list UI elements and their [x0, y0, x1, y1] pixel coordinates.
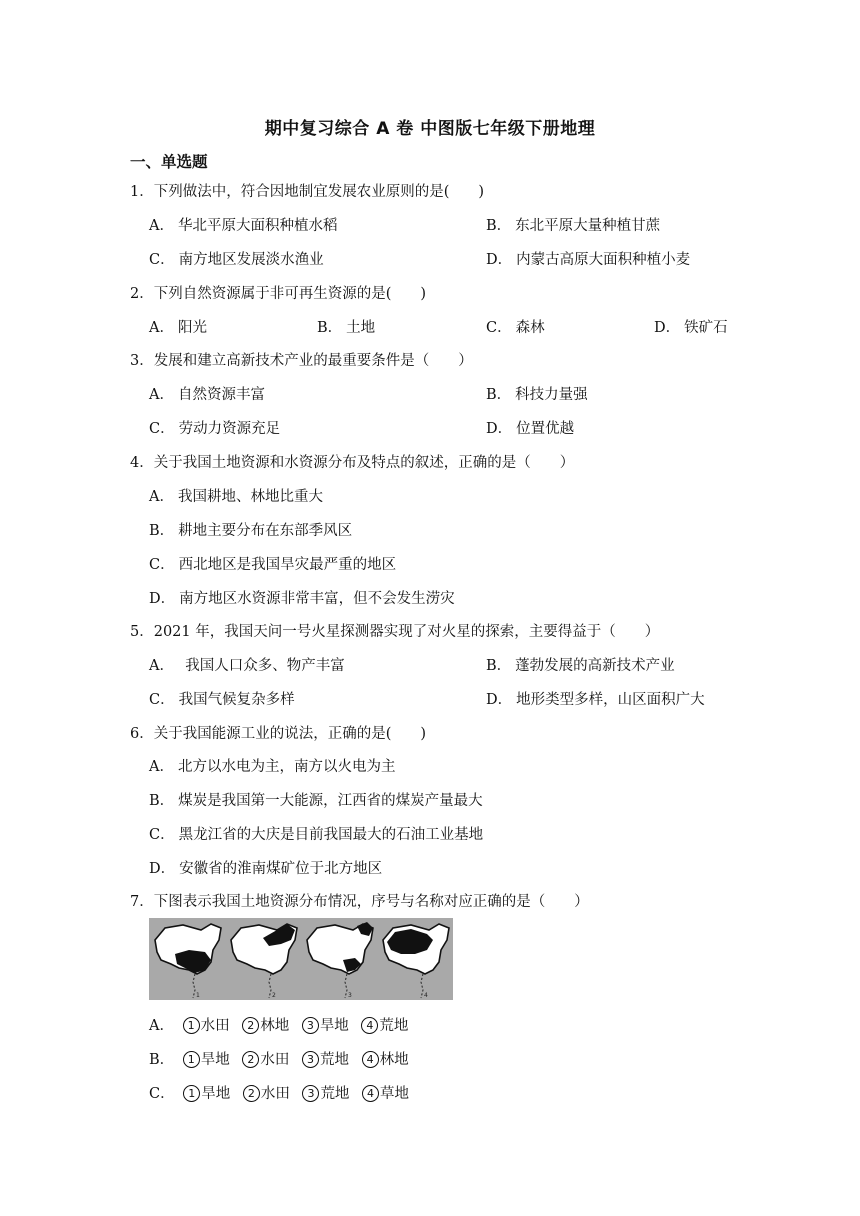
circled-number: 3 — [302, 1051, 319, 1068]
option-text: 煤炭是我国第一大能源，江西省的煤炭产量最大 — [178, 793, 483, 809]
land-type: 水田 — [260, 1086, 290, 1102]
option-key: C． — [149, 1086, 175, 1102]
q4-option-c[interactable] — [149, 553, 396, 574]
q5-option-b[interactable] — [486, 654, 675, 675]
option-key: A． — [149, 1018, 174, 1034]
option-text: 位置优越 — [516, 421, 575, 437]
option-text: 我国人口众多、物产丰富 — [170, 658, 345, 674]
pair-3 — [302, 1086, 349, 1102]
option-text: 自然资源丰富 — [177, 387, 265, 403]
land-type: 旱地 — [319, 1018, 349, 1034]
option-key: D． — [654, 320, 681, 336]
q2-option-b[interactable] — [317, 316, 375, 337]
option-key: A． — [149, 489, 174, 505]
option-key: D． — [486, 421, 513, 437]
map-number-1: 1 — [196, 992, 200, 999]
option-text: 安徽省的淮南煤矿位于北方地区 — [179, 861, 383, 877]
option-text: 南方地区水资源非常丰富，但不会发生涝灾 — [179, 591, 455, 607]
q1-option-d[interactable] — [486, 248, 690, 269]
option-key: D． — [486, 692, 513, 708]
option-key: B． — [317, 320, 343, 336]
land-type: 草地 — [380, 1086, 410, 1102]
q5-option-d[interactable] — [486, 688, 705, 709]
q5-option-c[interactable] — [149, 688, 295, 709]
option-text: 黑龙江省的大庆是目前我国最大的石油工业基地 — [178, 827, 484, 843]
china-map-3 — [307, 922, 373, 999]
option-key: A． — [149, 218, 174, 234]
circled-number: 2 — [243, 1085, 260, 1102]
option-text: 科技力量强 — [515, 387, 588, 403]
option-text: 西北地区是我国旱灾最严重的地区 — [178, 557, 397, 573]
q1-option-a[interactable] — [149, 214, 337, 235]
option-key: D． — [486, 252, 513, 268]
option-key: B． — [486, 658, 512, 674]
option-key: A． — [149, 387, 174, 403]
q7-option-b[interactable] — [149, 1048, 417, 1069]
land-type: 水田 — [260, 1052, 290, 1068]
question-2-stem: 2．下列自然资源属于非可再生资源的是( ) — [130, 286, 427, 302]
q2-option-d[interactable] — [654, 316, 728, 337]
pair-3 — [302, 1018, 349, 1034]
circled-number: 1 — [183, 1085, 200, 1102]
q3-option-a[interactable] — [149, 383, 265, 404]
question-1-stem: 1．下列做法中，符合因地制宜发展农业原则的是( ) — [130, 184, 485, 200]
option-key: B． — [149, 1052, 175, 1068]
section-heading: 一、单选题 — [130, 153, 208, 171]
land-type: 林地 — [260, 1018, 290, 1034]
pair-2 — [242, 1052, 289, 1068]
option-key: C． — [149, 692, 175, 708]
land-type: 水田 — [200, 1018, 230, 1034]
option-key: C． — [486, 320, 512, 336]
option-key: B． — [486, 218, 512, 234]
circled-number: 4 — [361, 1017, 378, 1034]
option-text: 东北平原大量种植甘蔗 — [515, 218, 661, 234]
circled-number: 4 — [362, 1051, 379, 1068]
option-key: A． — [149, 658, 167, 674]
land-type: 荒地 — [320, 1086, 350, 1102]
pair-4 — [362, 1086, 409, 1102]
option-text: 阳光 — [177, 320, 207, 336]
option-text: 森林 — [515, 320, 545, 336]
q7-option-c[interactable] — [149, 1082, 417, 1103]
option-text: 南方地区发展淡水渔业 — [178, 252, 324, 268]
option-key: B． — [149, 793, 175, 809]
q2-option-a[interactable] — [149, 316, 207, 337]
q6-option-c[interactable] — [149, 823, 483, 844]
option-key: D． — [149, 591, 176, 607]
question-7-stem: 7．下图表示我国土地资源分布情况，序号与名称对应正确的是（ ） — [130, 894, 589, 910]
option-text: 地形类型多样，山区面积广大 — [516, 692, 705, 708]
q4-option-b[interactable] — [149, 519, 352, 540]
option-text: 北方以水电为主，南方以火电为主 — [177, 759, 396, 775]
circled-number: 1 — [183, 1017, 200, 1034]
q4-option-a[interactable] — [149, 485, 323, 506]
option-key: B． — [149, 523, 175, 539]
circled-number: 1 — [183, 1051, 200, 1068]
circled-number: 2 — [242, 1017, 259, 1034]
question-5-stem: 5．2021 年，我国天问一号火星探测器实现了对火星的探索，主要得益于（ ） — [130, 624, 660, 640]
question-3-stem: 3．发展和建立高新技术产业的最重要条件是（ ） — [130, 353, 473, 369]
q3-option-c[interactable] — [149, 417, 280, 438]
land-type: 旱地 — [200, 1052, 230, 1068]
option-key: C． — [149, 827, 175, 843]
option-key: A． — [149, 759, 174, 775]
map-number-2: 2 — [272, 992, 276, 999]
q5-option-a[interactable] — [149, 654, 345, 675]
pair-2 — [243, 1086, 290, 1102]
land-type: 林地 — [379, 1052, 409, 1068]
q2-option-c[interactable] — [486, 316, 545, 337]
page-title: 期中复习综合 A 卷 中图版七年级下册地理 — [264, 119, 596, 139]
option-text: 耕地主要分布在东部季风区 — [178, 523, 353, 539]
option-text: 内蒙古高原大面积种植小麦 — [516, 252, 691, 268]
option-text: 劳动力资源充足 — [178, 421, 281, 437]
china-maps-illustration — [149, 918, 453, 1000]
q6-option-a[interactable] — [149, 755, 395, 776]
q1-option-c[interactable] — [149, 248, 324, 269]
land-type: 荒地 — [379, 1018, 409, 1034]
option-text: 华北平原大面积种植水稻 — [177, 218, 338, 234]
circled-number: 3 — [302, 1017, 319, 1034]
q6-option-d[interactable] — [149, 857, 382, 878]
q4-option-d[interactable] — [149, 587, 455, 608]
option-text: 铁矿石 — [684, 320, 728, 336]
china-map-4 — [383, 924, 449, 999]
pair-1 — [183, 1086, 230, 1102]
option-key: D． — [149, 861, 176, 877]
option-key: C． — [149, 252, 175, 268]
option-key: C． — [149, 557, 175, 573]
circled-number: 2 — [242, 1051, 259, 1068]
china-map-1 — [155, 924, 221, 999]
option-text: 土地 — [346, 320, 376, 336]
circled-number: 3 — [302, 1085, 319, 1102]
option-text: 蓬勃发展的高新技术产业 — [515, 658, 675, 674]
map-number-4: 4 — [424, 992, 428, 999]
pair-2 — [242, 1018, 289, 1034]
q1-option-b[interactable] — [486, 214, 660, 235]
land-type: 荒地 — [319, 1052, 349, 1068]
pair-4 — [361, 1018, 408, 1034]
pair-4 — [362, 1052, 409, 1068]
q6-option-b[interactable] — [149, 789, 483, 810]
q3-option-b[interactable] — [486, 383, 588, 404]
map-number-3: 3 — [348, 992, 352, 999]
circled-number: 4 — [362, 1085, 379, 1102]
option-key: C． — [149, 421, 175, 437]
q7-option-a[interactable] — [149, 1014, 416, 1035]
land-resource-maps-figure — [149, 918, 453, 1000]
china-map-2 — [231, 924, 297, 999]
q3-option-d[interactable] — [486, 417, 574, 438]
option-text: 我国气候复杂多样 — [178, 692, 295, 708]
question-6-stem: 6．关于我国能源工业的说法，正确的是( ) — [130, 726, 427, 742]
option-text: 我国耕地、林地比重大 — [177, 489, 323, 505]
option-key: A． — [149, 320, 174, 336]
question-4-stem: 4．关于我国土地资源和水资源分布及特点的叙述，正确的是（ ） — [130, 455, 575, 471]
option-key: B． — [486, 387, 512, 403]
pair-3 — [302, 1052, 349, 1068]
pair-1 — [183, 1052, 230, 1068]
pair-1 — [183, 1018, 230, 1034]
land-type: 旱地 — [201, 1086, 231, 1102]
